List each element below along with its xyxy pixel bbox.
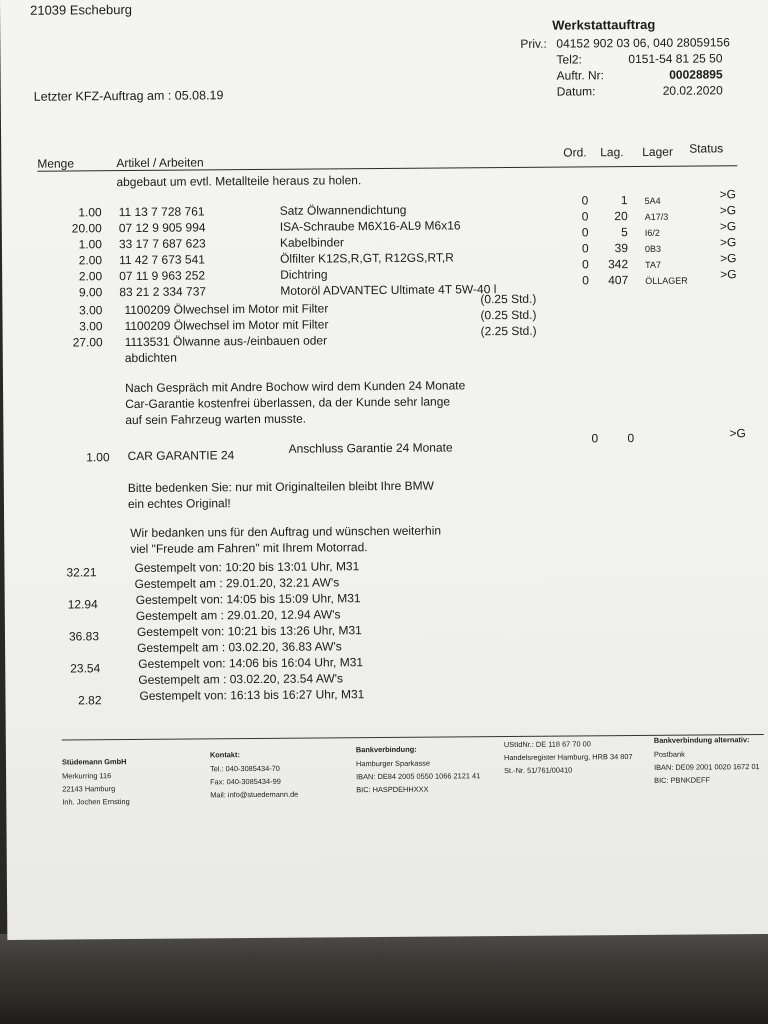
part-ord: 0 [582,273,589,288]
part-number: 07 11 9 963 252 [119,268,206,284]
part-status: >G [719,235,737,250]
part-quantity: 20.00 [71,221,102,236]
tax-number: St.-Nr. 51/761/00410 [504,765,573,776]
stamp-time: Gestempelt von: 10:21 bis 13:26 Uhr, M31 [136,623,362,639]
thanks-note: viel "Freude am Fahren" mit Ihrem Motorrad. [130,540,368,556]
part-lag: 407 [608,273,629,288]
stamp-time: Gestempelt von: 10:20 bis 13:01 Uhr, M31 [134,559,360,575]
original-note: Bitte bedenken Sie: nur mit Originalteilen bleibt Ihre BMW [127,478,435,496]
company-name: Stüdemann GmbH [61,757,127,767]
note-line: Nach Gespräch mit Andre Bochow wird dem Kunden 24 Monate [124,378,466,396]
tel2-label: Tel2: [556,52,582,67]
order-number-value: 00028895 [669,67,723,82]
stamp-date: Gestempelt am : 03.02.20, 23.54 AW's [138,671,344,687]
part-status: >G [719,251,737,266]
column-lager: Lager [642,144,673,159]
part-lager: ÖLLAGER [645,275,688,286]
part-quantity: 1.00 [78,205,102,220]
stamp-value: 32.21 [66,565,97,580]
stamp-date: Gestempelt am : 29.01.20, 32.21 AW's [134,575,340,591]
note-line: auf sein Fahrzeug warten musste. [125,411,307,428]
part-lager: 5A4 [644,195,661,206]
part-lager: 0B3 [644,243,662,254]
column-ord: Ord. [563,145,587,160]
bank-alt-bic: BIC: PBNKDEFF [654,775,711,785]
part-lager: TA7 [645,259,661,270]
original-note: ein echtes Original! [127,496,231,512]
order-number-label: Auftr. Nr: [556,68,605,83]
column-menge: Menge [37,156,75,171]
date-value: 20.02.2020 [662,83,723,98]
column-status: Status [689,141,724,156]
labor-quantity: 3.00 [79,319,103,334]
part-lager: I6/2 [644,227,660,238]
date-label: Datum: [556,84,596,99]
guarantee-quantity: 1.00 [86,450,110,465]
stamp-value: 23.54 [70,661,101,676]
part-status: >G [719,219,737,234]
intro-line: abgebaut um evtl. Metallteile heraus zu holen. [116,173,362,190]
stamp-value: 36.83 [68,629,100,644]
part-lag: 39 [614,241,629,256]
bank-alt-title: Bankverbindung alternativ: [653,735,750,745]
part-description: Satz Ölwannendichtung [279,202,407,218]
guarantee-name: CAR GARANTIE 24 [127,448,235,464]
stamp-date: Gestempelt am : 29.01.20, 12.94 AW's [135,607,341,623]
part-quantity: 9.00 [78,285,103,300]
labor-description: 1100209 Ölwechsel im Motor mit Filter [124,301,329,318]
part-number: 83 21 2 334 737 [119,284,207,300]
labor-hours: (0.25 Std.) [480,291,537,307]
contact-email: Mail: info@stuedemann.de [210,789,299,800]
document-title: Werkstattauftrag [552,16,656,33]
stamp-date: Gestempelt am : 03.02.20, 36.83 AW's [137,639,342,655]
part-number: 11 42 7 673 541 [118,252,205,268]
part-description: Motoröl ADVANTEC Ultimate 4T 5W-40 l [280,282,497,298]
part-quantity: 1.00 [78,237,102,252]
part-status: >G [720,267,737,282]
bank-alt-name: Postbank [653,749,685,759]
part-lag: 5 [621,225,628,240]
priv-label: Priv.: [520,36,547,51]
part-number: 33 17 7 687 623 [118,236,206,252]
bank-title: Bankverbindung: [355,744,417,755]
part-ord: 0 [581,225,589,240]
bank-bic: BIC: HASPDEHHXXX [356,784,429,795]
company-owner: Inh. Jochen Ernsting [62,797,130,807]
stamp-value: 12.94 [67,597,98,612]
last-order-date: Letzter KFZ-Auftrag am : 05.08.19 [33,88,224,104]
bank-alt-iban: IBAN: DE09 2001 0020 1672 01 [654,762,760,772]
part-number: 07 12 9 905 994 [118,220,206,236]
labor-description-cont: abdichten [124,350,177,366]
labor-quantity: 3.00 [79,303,103,318]
column-lag: Lag. [600,145,624,160]
part-description: Kabelbinder [279,235,345,250]
labor-description: 1100209 Ölwechsel im Motor mit Filter [124,317,329,334]
trade-register: Handelsregister Hamburg, HRB 34 807 [503,752,633,763]
contact-fax: Fax: 040-3085434-99 [210,776,281,787]
table-surface [0,934,768,1024]
part-number: 11 13 7 728 761 [118,204,205,220]
stamp-time: Gestempelt von: 14:06 bis 16:04 Uhr, M31 [138,655,364,671]
stamp-time: Gestempelt von: 14:05 bis 15:09 Uhr, M31 [135,591,361,607]
part-description: Dichtring [280,267,328,282]
contact-title: Kontakt: [209,750,240,760]
company-city: 22143 Hamburg [62,784,116,794]
part-ord: 0 [581,209,589,224]
part-lager: A17/3 [644,211,669,222]
sender-city: 21039 Escheburg [30,1,133,18]
bank-name: Hamburger Sparkasse [355,758,430,769]
labor-description: 1113531 Ölwanne aus-/einbauen oder [124,333,328,350]
column-artikel: Artikel / Arbeiten [116,155,204,171]
part-ord: 0 [581,193,589,208]
part-status: >G [719,187,736,202]
stamp-time: Gestempelt von: 16:13 bis 16:27 Uhr, M31 [139,687,365,703]
stamp-value: 2.82 [78,693,102,708]
part-lag: 342 [608,257,629,272]
company-street: Merkurring 116 [62,771,112,781]
priv-value: 04152 902 03 06, 040 28059156 [556,35,730,51]
part-quantity: 2.00 [78,253,103,268]
guarantee-description: Anschluss Garantie 24 Monate [288,440,453,456]
guarantee-status: >G [729,426,746,441]
tel2-value: 0151-54 81 25 50 [628,51,723,67]
guarantee-ord: 0 [591,431,599,446]
part-status: >G [719,203,737,218]
part-ord: 0 [581,241,589,256]
labor-quantity: 27.00 [72,335,103,350]
vat-id: UStIdNr.: DE 118 67 70 00 [503,739,591,750]
contact-phone: Tel.: 040-3085434-70 [210,763,280,774]
part-quantity: 2.00 [78,269,103,284]
part-description: ISA-Schraube M6X16-AL9 M6x16 [279,218,461,234]
labor-hours: (0.25 Std.) [480,307,537,323]
part-lag: 1 [620,193,628,208]
part-lag: 20 [614,209,628,224]
labor-hours: (2.25 Std.) [480,323,537,339]
guarantee-lag: 0 [627,431,635,446]
bank-iban: IBAN: DE84 2005 0550 1066 2121 41 [356,771,481,782]
part-description: Ölfilter K12S,R,GT, R12GS,RT,R [279,250,454,266]
thanks-note: Wir bedanken uns für den Auftrag und wünschen weiterhin [130,523,442,540]
note-line: Car-Garantie kostenfrei überlassen, da der Kunde sehr lange [125,394,451,412]
part-ord: 0 [582,257,589,272]
